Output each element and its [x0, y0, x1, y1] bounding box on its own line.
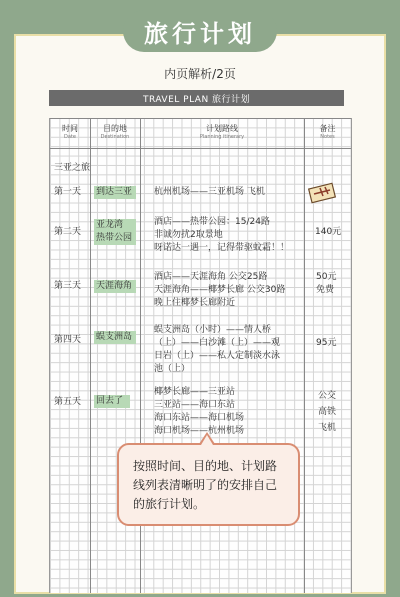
route-line: 椰梦长廊——三亚站	[154, 387, 236, 397]
day-label: 第三天	[54, 281, 82, 291]
subtitle: 内页解析/2页	[164, 67, 236, 81]
route-line: 池（上）	[154, 364, 191, 374]
route-line: 海口机场——杭州机场	[154, 426, 245, 436]
route-line: 三亚站——海口东站	[154, 400, 236, 410]
route-line: 非诚勿扰2取景地	[154, 230, 223, 240]
note: 140元	[315, 227, 342, 237]
bubble-tail-inner	[201, 435, 213, 445]
travel-plan-bar: TRAVEL PLAN 旅行计划	[49, 90, 344, 106]
route-line: 日岩（上）——私人定制淡水泳	[154, 351, 281, 361]
destination: 蜈支洲岛	[96, 332, 133, 342]
header-destination: 目的地 Destination	[100, 124, 130, 140]
route-line: 酒店——天涯海角 公交25路	[154, 272, 268, 282]
header-itinerary: 计划路线 Planning itinerary	[199, 124, 245, 140]
note: 公交	[318, 391, 337, 401]
col-divider	[90, 118, 91, 593]
note: 飞机	[318, 423, 337, 433]
route-line: （上）——白沙滩（上）——观	[154, 338, 281, 348]
destination: 天涯海角	[96, 281, 133, 291]
route-line: 呀诺达一遇一，记得带驱蚊霜！！	[154, 243, 290, 253]
route-line: 天涯海角——椰梦长廊 公交30路	[154, 285, 286, 295]
route-line: 杭州机场——三亚机场 飞机	[154, 187, 265, 197]
header-line	[50, 148, 351, 149]
route-line: 蜈支洲岛（小时）——情人桥	[154, 325, 272, 335]
trip-name: 三亚之旅	[54, 163, 91, 173]
destination: 到达三亚	[96, 187, 133, 197]
destination: 回去了	[96, 396, 124, 406]
header-date: 时间 Date	[62, 124, 78, 140]
plane-ticket-icon	[308, 180, 338, 204]
note: 50元	[316, 272, 337, 282]
note: 高铁	[318, 407, 337, 417]
header-notes: 备注 Notes	[319, 124, 336, 140]
table-top-line	[50, 118, 351, 119]
destination: 热带公园	[96, 233, 133, 243]
note: 95元	[316, 338, 337, 348]
day-label: 第五天	[54, 397, 82, 407]
day-label: 第一天	[54, 187, 82, 197]
callout-bubble: 按照时间、目的地、计划路线列表清晰明了的安排自己的旅行计划。	[117, 443, 300, 526]
route-line: 晚上住椰梦长廊附近	[154, 298, 236, 308]
route-line: 酒店——热带公园：15/24路	[154, 217, 270, 227]
note: 免费	[316, 285, 335, 295]
page-title: 旅行计划	[123, 10, 277, 52]
col-divider	[304, 118, 305, 593]
day-label: 第四天	[54, 335, 82, 345]
destination: 亚龙湾	[96, 220, 124, 230]
day-label: 第二天	[54, 227, 82, 237]
route-line: 海口东站——海口机场	[154, 413, 245, 423]
